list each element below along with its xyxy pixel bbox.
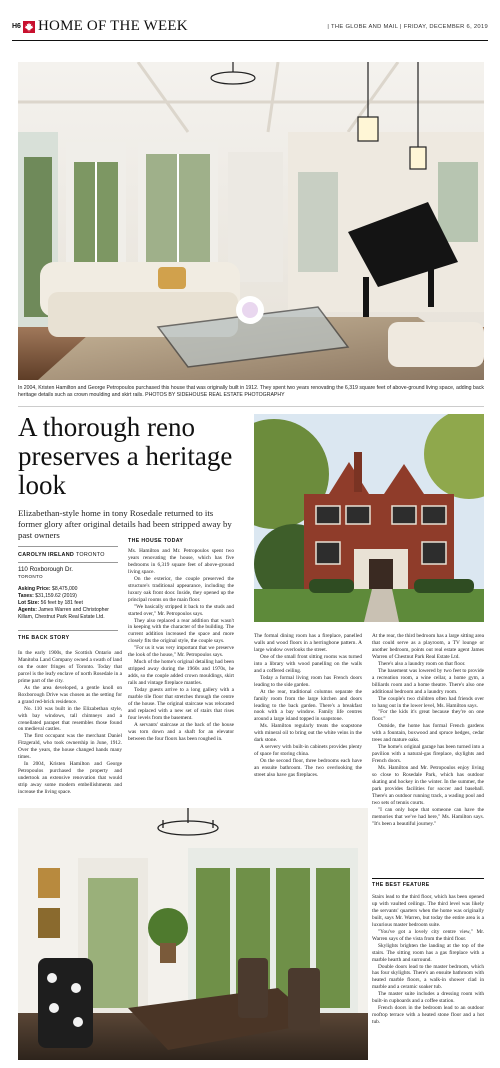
paragraph: A servants' staircase at the back of the house was torn down and a shaft for an elevator between the four floors has been roughed in. [128,721,234,742]
paragraph: A servery with built-in cabinets provides plenty of space for storing china. [254,744,362,758]
facts-rule [18,630,118,631]
paragraph: At the rear, traditional columns separate the family room from the large kitchen and doors leading to the back garden. There's a breakfast nook with a bay window. Family life centres around a large island topped in soapstone. [254,688,362,723]
paragraph: There's also a laundry room on that floor. [378,660,466,667]
body-column-1 [18,650,122,796]
paragraph: "I can only hope that someone can have the memories that we've had here," Ms. Hamilton says. "It's been a beautiful journey." [372,806,484,827]
paragraph: "We basically stripped it back to the studs and started over," Mr. Petropoulos says. [128,603,234,617]
headline: A thorough reno preserves a heritage look [18,412,233,500]
paragraph: "You've got a lovely city centre view," Mr. Warren says of the vista from the third floor. [372,928,484,942]
paragraph: Outside, the home has formal French gardens with a fountain, boxwood and spruce hedges, cedar trees and mature oaks. [372,723,484,744]
paragraph: Double doors lead to the master bedroom, which has four skylights. There's an ensuite bathroom with heated marble floors, a walk-in shower clad in marble and a ceramic soaker tub. [372,963,484,991]
section-house-today: THE HOUSE TODAY [128,538,184,544]
paragraph: The couple's two children often had friends over to hang out in the lower level, Ms. Hamilton says. [372,695,484,709]
body-column-3 [254,633,362,779]
paragraph: On the second floor, three bedrooms each have an ensuite bathroom. The two overlooking the street also have gas fireplaces. [254,758,362,779]
best-feature-rule [372,878,484,879]
lot-size: Lot Size: 56 feet by 181 feet [18,600,83,606]
paragraph: Ms. Hamilton and Mr. Petropoulos enjoy living so close to Rosedale Park, which has outdoor skating and hockey in the winter. In the summer, the park provides facilities for soccer and baseball. There's an outdoor running track, a wading pool and two sets of tennis courts. [372,765,484,806]
taxes: Taxes: $31,159.62 (2019) [18,593,77,599]
caption-rule [18,406,484,407]
dining-room-illustration [18,808,368,1060]
paragraph: No. 110 was built in the Elizabethan style, with bay windows, tall chimneys and a crenellated parapet that resembles those found on medieval castles. [18,705,122,733]
body-column-2 [128,548,234,743]
listing-facts [18,566,118,621]
deck: Elizabethan-style home in tony Rosedale returned to its former glory after original details had been stripped away by past owners [18,508,232,540]
byline-rule [18,562,118,563]
deck-rule [18,546,118,547]
agents: Agents: James Warren and Christopher Killam, Chestnut Park Real Estate Ltd. [18,607,109,620]
house-exterior-illustration [254,414,484,622]
paragraph: Stairs lead to the third floor, which has been opened up with vaulted ceilings. The third level was likely the servants' quarters when the home was originally built, says Mr. Warren, but today the entire area is a luxurious master bedroom suite. [372,894,484,928]
asking-price: Asking Price: $8,475,000 [18,586,78,592]
paragraph: Ms. Hamilton regularly treats the soapstone with mineral oil to bring out the white veins in the dark stone. [254,723,362,744]
dining-room-photo [18,808,368,1060]
header-rule [12,40,488,41]
byline-city: TORONTO [75,552,105,558]
paragraph: In the early 1900s, the Scottish Ontario and Manitoba Land Company owned a swath of land on the outer fringes of Toronto. Today that parcel is the leafy enclave of north Rosedale in a prime part of the city. [18,650,122,684]
byline [18,552,105,558]
paragraph: Much of the home's original detailing had been stripped away during the 1960s and 1970s, he adds, so the couple added crown mouldings, skirt rails and vintage fireplace mantles. [128,659,234,687]
paragraph: The home's original garage has been turned into a pavilion with a natural-gas fireplace, skylights and French doors. [372,744,484,765]
paper-date-line: | THE GLOBE AND MAIL | FRIDAY, DECEMBER 6, 2019 [327,24,488,30]
paragraph: The first occupant was the merchant Daniel Fitzgerald, who took ownership in June, 1912. Over the years, the house changed hands many times. [18,733,122,761]
paragraph: On the exterior, the couple preserved the structure's traditional appearance, including the luxury oak front door. Inside, they opened up the principal rooms on the main floor. [128,575,234,603]
paragraph: One of the small front sitting rooms was turned into a library with wood panelling on the walls and a coffered ceiling. [254,653,362,674]
living-room-photo [18,62,484,380]
body-column-4-lower [372,894,484,1026]
byline-author: CAROLYN IRELAND [18,552,75,558]
paragraph: Today guests arrive to a long gallery with a marble tile floor that stretches through the centre of the house. The original staircase was relocated and replaced with a new set of stairs that rises four levels from the basement. [128,687,234,721]
paragraph: The basement was lowered by two feet to provide a recreation room, a wine cellar, a home gym, a billiards room and a home theatre. There's also one additional bedroom and a laundry room. [372,667,484,695]
listing-address: 110 Roxborough Dr. [18,566,73,573]
section-best-feature: THE BEST FEATURE [372,882,430,888]
photo-caption: In 2004, Kristen Hamilton and George Petropoulos purchased this house that was originally built in 1912. They spent two years renovating the 6,319 square feet of above-ground living space, adding back heritage details such as crown moulding and skirt rails. PHOTOS BY SIDEHOUSE REAL ESTATE PHOTOGRAPHY [18,385,484,399]
paragraph: Today a formal living room has French doors leading to the side garden. [254,674,362,688]
paragraph: In 2004, Kristen Hamilton and George Petropoulos purchased the property and undertook an extensive renovation that would strip away some modern embellishments and increase the living space. [18,761,122,796]
paragraph: "For the kids it's great because they're on one floor." [372,709,484,723]
paragraph: The formal dining room has a fireplace, panelled walls and wood floors in a herringbone pattern. A large window overlooks the street. [254,633,362,653]
page-number: H6 [12,23,21,30]
listing-city: TORONTO [18,574,43,579]
paragraph: They also replaced a rear addition that wasn't in keeping with the character of the building. The current addition increased the space and more closely fits the original style, the couple says. [128,617,234,645]
paragraph: French doors in the bedroom lead to an outdoor rooftop terrace with a heated stone floor and a hot tub. [372,1005,484,1026]
living-room-illustration [18,62,484,380]
maple-leaf-icon [23,21,35,33]
paragraph: Ms. Hamilton and Mr. Petropoulos spent two years renovating the house, which has five bedrooms in 6,319 square feet of above-ground living space. [128,548,234,575]
house-exterior-photo [254,414,484,622]
paragraph: Skylights brighten the landing at the top of the stairs. The sitting room has a gas fireplace with a marble hearth and surround. [372,942,484,963]
page-header [12,18,488,40]
section-back-story: THE BACK STORY [18,635,70,641]
paragraph: At the rear, the third bedroom has a large sitting area that could serve as a playroom, a TV lounge or another bedroom, points out real estate agent James Warren of Chestnut Park Real Estate Ltd. [372,633,484,660]
section-title: HOME OF THE WEEK [38,18,188,34]
paragraph: The master suite includes a dressing room with built-in cupboards and a coffee station. [372,991,484,1005]
paragraph: As the area developed, a gentle knoll on Roxborough Drive was chosen as the setting for a grand red-brick residence. [18,684,122,705]
body-column-4 [372,633,484,828]
paragraph: "For us it was very important that we preserve the look of the house," Mr. Petropoulos says. [128,645,234,659]
